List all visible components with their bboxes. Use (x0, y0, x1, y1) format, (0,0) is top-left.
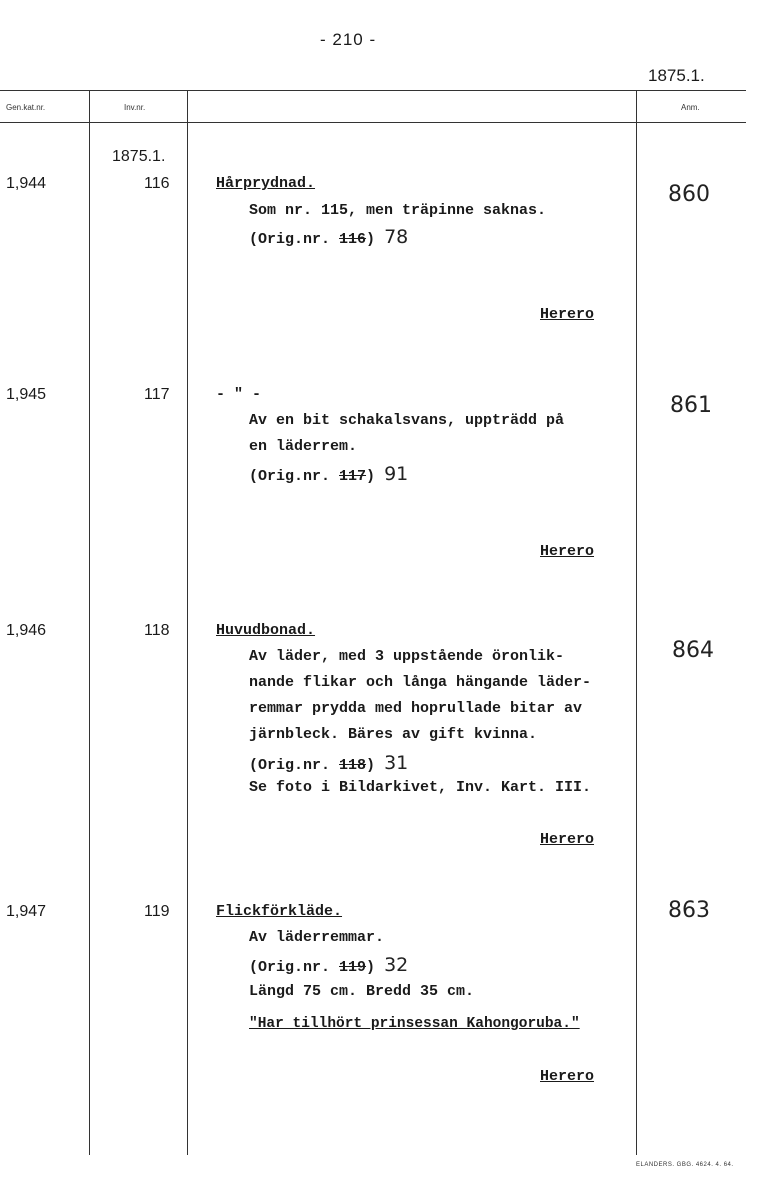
header-top-rule (0, 90, 746, 91)
origin-label: Herero (540, 306, 595, 323)
column-divider-1 (89, 90, 90, 1155)
gen-kat-number: 1,946 (6, 622, 47, 639)
gen-kat-number: 1,944 (6, 175, 47, 192)
printer-imprint: ELANDERS. GBG. 4624. 4. 64. (636, 1162, 734, 1168)
header-anm: Anm. (681, 103, 700, 112)
description-line: en läderrem. (249, 438, 358, 455)
handwritten-orig-number: 91 (384, 463, 409, 485)
column-divider-3 (636, 90, 637, 1155)
description-line: Av läder, med 3 uppstående öronlik- (249, 648, 565, 665)
year-top-right: 1875.1. (648, 66, 705, 85)
anm-handwritten-number: 860 (668, 182, 710, 207)
entry-title: Hårprydnad. (216, 175, 316, 192)
origin-label: Herero (540, 1068, 595, 1085)
orig-number: (Orig.nr. 116) 78 (249, 226, 409, 248)
handwritten-orig-number: 32 (384, 954, 409, 976)
entry-title: - " - (216, 386, 262, 403)
page-number: - 210 - (320, 30, 377, 49)
provenance-quote: "Har tillhört prinsessan Kahongoruba." (249, 1016, 580, 1032)
measurements: Längd 75 cm. Bredd 35 cm. (249, 983, 475, 1000)
anm-handwritten-number: 863 (668, 898, 710, 923)
anm-handwritten-number: 861 (670, 393, 712, 418)
orig-number: (Orig.nr. 117) 91 (249, 463, 409, 485)
origin-label: Herero (540, 831, 595, 848)
photo-reference: Se foto i Bildarkivet, Inv. Kart. III. (249, 779, 592, 796)
description-line: Av en bit schakalsvans, uppträdd på (249, 412, 565, 429)
origin-label: Herero (540, 543, 595, 560)
header-bottom-rule (0, 122, 746, 123)
description-line: nande flikar och långa hängande läder- (249, 674, 592, 691)
orig-number: (Orig.nr. 118) 31 (249, 752, 409, 774)
inv-number: 119 (144, 903, 170, 920)
anm-handwritten-number: 864 (672, 638, 714, 663)
handwritten-orig-number: 31 (384, 752, 409, 774)
entry-title: Flickförkläde. (216, 903, 343, 920)
header-inv: Inv.nr. (124, 103, 146, 112)
entry-title: Huvudbonad. (216, 622, 316, 639)
gen-kat-number: 1,947 (6, 903, 47, 920)
inv-number: 118 (144, 622, 170, 639)
description-line: Av läderremmar. (249, 929, 385, 946)
column-divider-2 (187, 90, 188, 1155)
section-year: 1875.1. (112, 148, 166, 165)
description-line: Som nr. 115, men träpinne saknas. (249, 202, 547, 219)
inv-number: 117 (144, 386, 170, 403)
header-gen-kat: Gen.kat.nr. (6, 103, 46, 112)
description-line: järnbleck. Bäres av gift kvinna. (249, 726, 538, 743)
orig-number: (Orig.nr. 119) 32 (249, 954, 409, 976)
gen-kat-number: 1,945 (6, 386, 47, 403)
description-line: remmar prydda med hoprullade bitar av (249, 700, 583, 717)
inv-number: 116 (144, 175, 170, 192)
handwritten-orig-number: 78 (384, 226, 409, 248)
